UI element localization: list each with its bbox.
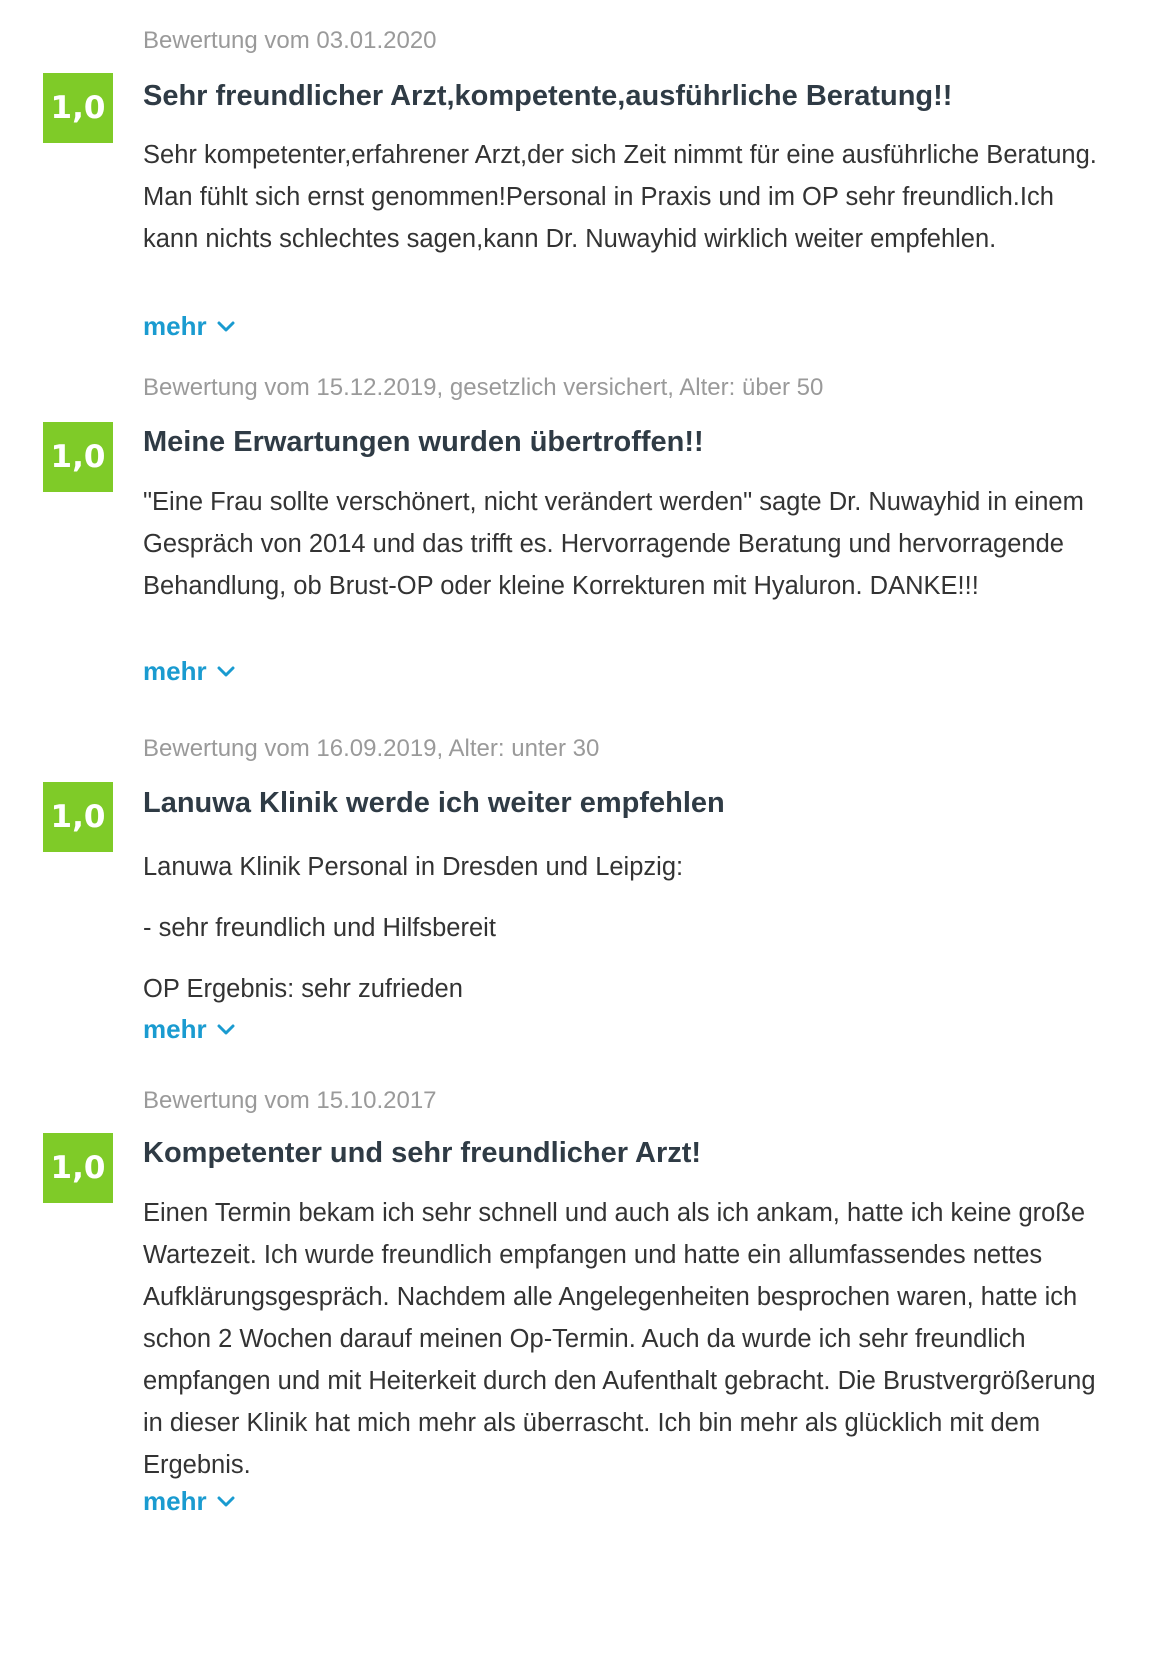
review-text [143,481,1113,607]
grade-badge: 1,0 [43,1133,113,1203]
grade-badge: 1,0 [43,73,113,143]
review-paragraph: OP Ergebnis: sehr zufrieden [143,975,463,1003]
review-meta: Bewertung vom 15.12.2019, gesetzlich versichert, Alter: über 50 [143,374,824,401]
review-paragraph: - sehr freundlich und Hilfsbereit [143,914,496,942]
review-meta: Bewertung vom 16.09.2019, Alter: unter 30 [143,735,600,762]
chevron-down-icon [217,666,235,678]
more-link[interactable] [143,1486,235,1517]
review-title: Lanuwa Klinik werde ich weiter empfehlen [143,787,725,819]
more-link[interactable] [143,656,235,687]
review-meta: Bewertung vom 15.10.2017 [143,1087,437,1114]
grade-badge: 1,0 [43,422,113,492]
chevron-down-icon [217,321,235,333]
more-link[interactable] [143,1014,235,1045]
grade-badge: 1,0 [43,782,113,852]
review-text [143,846,1113,1029]
review-paragraph: Lanuwa Klinik Personal in Dresden und Leipzig: [143,853,684,881]
review-meta: Bewertung vom 03.01.2020 [143,27,437,54]
chevron-down-icon [217,1024,235,1036]
review-title: Meine Erwartungen wurden übertroffen!! [143,426,704,458]
review-title: Kompetenter und sehr freundlicher Arzt! [143,1137,702,1169]
review-title: Sehr freundlicher Arzt,kompetente,ausführliche Beratung!! [143,80,953,112]
review-paragraph: "Eine Frau sollte verschönert, nicht verändert werden" sagte Dr. Nuwayhid in einem Gespräch von 2014 und das trifft es. Hervorragende Beratung und hervorragende Behandlung, ob Brust-OP oder kleine Korrekturen mit Hyaluron. DANKE!!! [143,488,1084,600]
more-label: mehr [143,1014,207,1044]
more-label: mehr [143,311,207,341]
review-text [143,1192,1113,1486]
more-label: mehr [143,1486,207,1516]
chevron-down-icon [217,1496,235,1508]
review-paragraph: Einen Termin bekam ich sehr schnell und auch als ich ankam, hatte ich keine große Wartezeit. Ich wurde freundlich empfangen und hatte ein allumfassendes nettes Aufklärungsgespräch. Nachdem alle Angelegenheiten besprochen waren, hatte ich schon 2 Wochen darauf meinen Op-Termin. Auch da wurde ich sehr freundlich empfangen und mit Heiterkeit durch den Aufenthalt gebracht. Die Brustvergrößerung in dieser Klinik hat mich mehr als überrascht. Ich bin mehr als glücklich mit dem Ergebnis. [143,1199,1096,1479]
more-link[interactable] [143,311,235,342]
more-label: mehr [143,656,207,686]
review-paragraph: Sehr kompetenter,erfahrener Arzt,der sich Zeit nimmt für eine ausführliche Beratung. Man fühlt sich ernst genommen!Personal in Praxis und im OP sehr freundlich.Ich kann nichts schlechtes sagen,kann Dr. Nuwayhid wirklich weiter empfehlen. [143,141,1097,253]
review-text [143,134,1113,260]
